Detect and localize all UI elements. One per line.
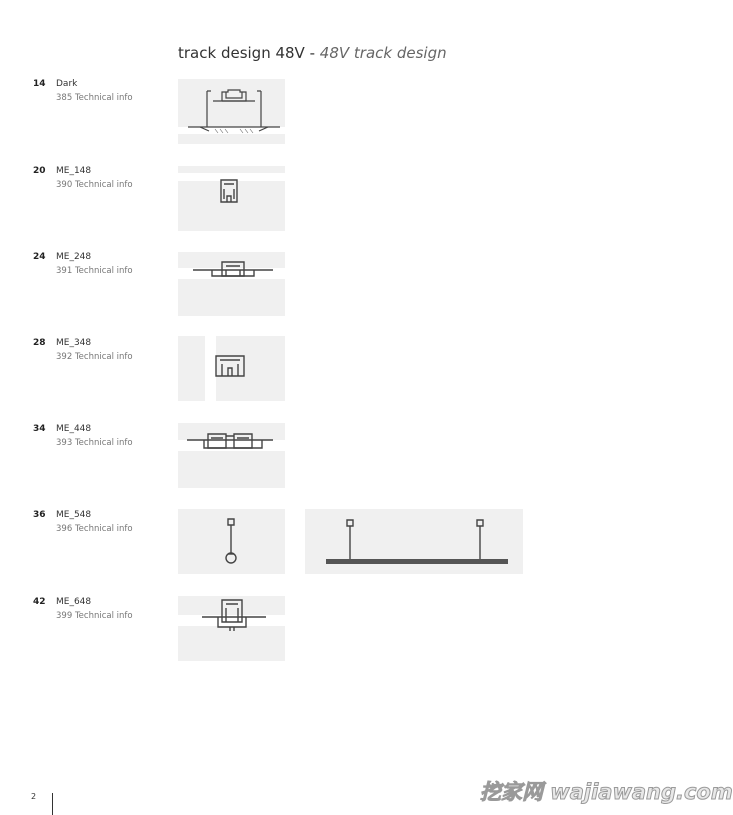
entry-number: 42: [33, 597, 46, 607]
footer-divider: [52, 793, 53, 815]
entry-name: Dark: [56, 79, 78, 89]
entry-number: 28: [33, 338, 46, 348]
title-main: track design 48V -: [178, 44, 320, 62]
entry-technical-info-link[interactable]: 391 Technical info: [56, 266, 133, 276]
entry-name: ME_648: [56, 597, 92, 607]
entry-number: 14: [33, 79, 46, 89]
entry-technical-info-link[interactable]: 393 Technical info: [56, 438, 133, 448]
profile-drawing-dark: [0, 79, 698, 149]
entry-me-248: [0, 252, 698, 322]
profile-drawing-me-448: [0, 424, 698, 494]
entry-name: ME_548: [56, 510, 92, 520]
entry-technical-info-link[interactable]: 392 Technical info: [56, 352, 133, 362]
entry-technical-info-link[interactable]: 399 Technical info: [56, 611, 133, 621]
entry-technical-info-link[interactable]: 385 Technical info: [56, 93, 133, 103]
entry-me-348: [0, 338, 698, 408]
entry-number: 36: [33, 510, 46, 520]
entry-number: 34: [33, 424, 46, 434]
profile-drawing-me-348: [0, 338, 698, 408]
entry-dark: [0, 79, 698, 149]
profile-drawing-me-248: [0, 252, 698, 322]
entry-technical-info-link[interactable]: 390 Technical info: [56, 180, 133, 190]
entry-me-648: [0, 597, 698, 667]
entry-me-448: [0, 424, 698, 494]
entry-me-548: [0, 510, 698, 580]
entry-me-148: [0, 166, 698, 236]
page-number: 2: [31, 792, 37, 801]
page-title: [178, 44, 447, 62]
entry-number: 20: [33, 166, 46, 176]
watermark: 挖家网 wajiawang.com: [480, 780, 733, 804]
profile-drawing-me-148: [0, 166, 698, 236]
entry-name: ME_148: [56, 166, 92, 176]
entry-name: ME_248: [56, 252, 92, 262]
entry-technical-info-link[interactable]: 396 Technical info: [56, 524, 133, 534]
entry-number: 24: [33, 252, 46, 262]
entry-name: ME_448: [56, 424, 92, 434]
profile-drawing-me-548: [0, 510, 698, 580]
entry-name: ME_348: [56, 338, 92, 348]
title-italic: 48V track design: [319, 44, 447, 62]
profile-drawing-me-648: [0, 597, 698, 667]
